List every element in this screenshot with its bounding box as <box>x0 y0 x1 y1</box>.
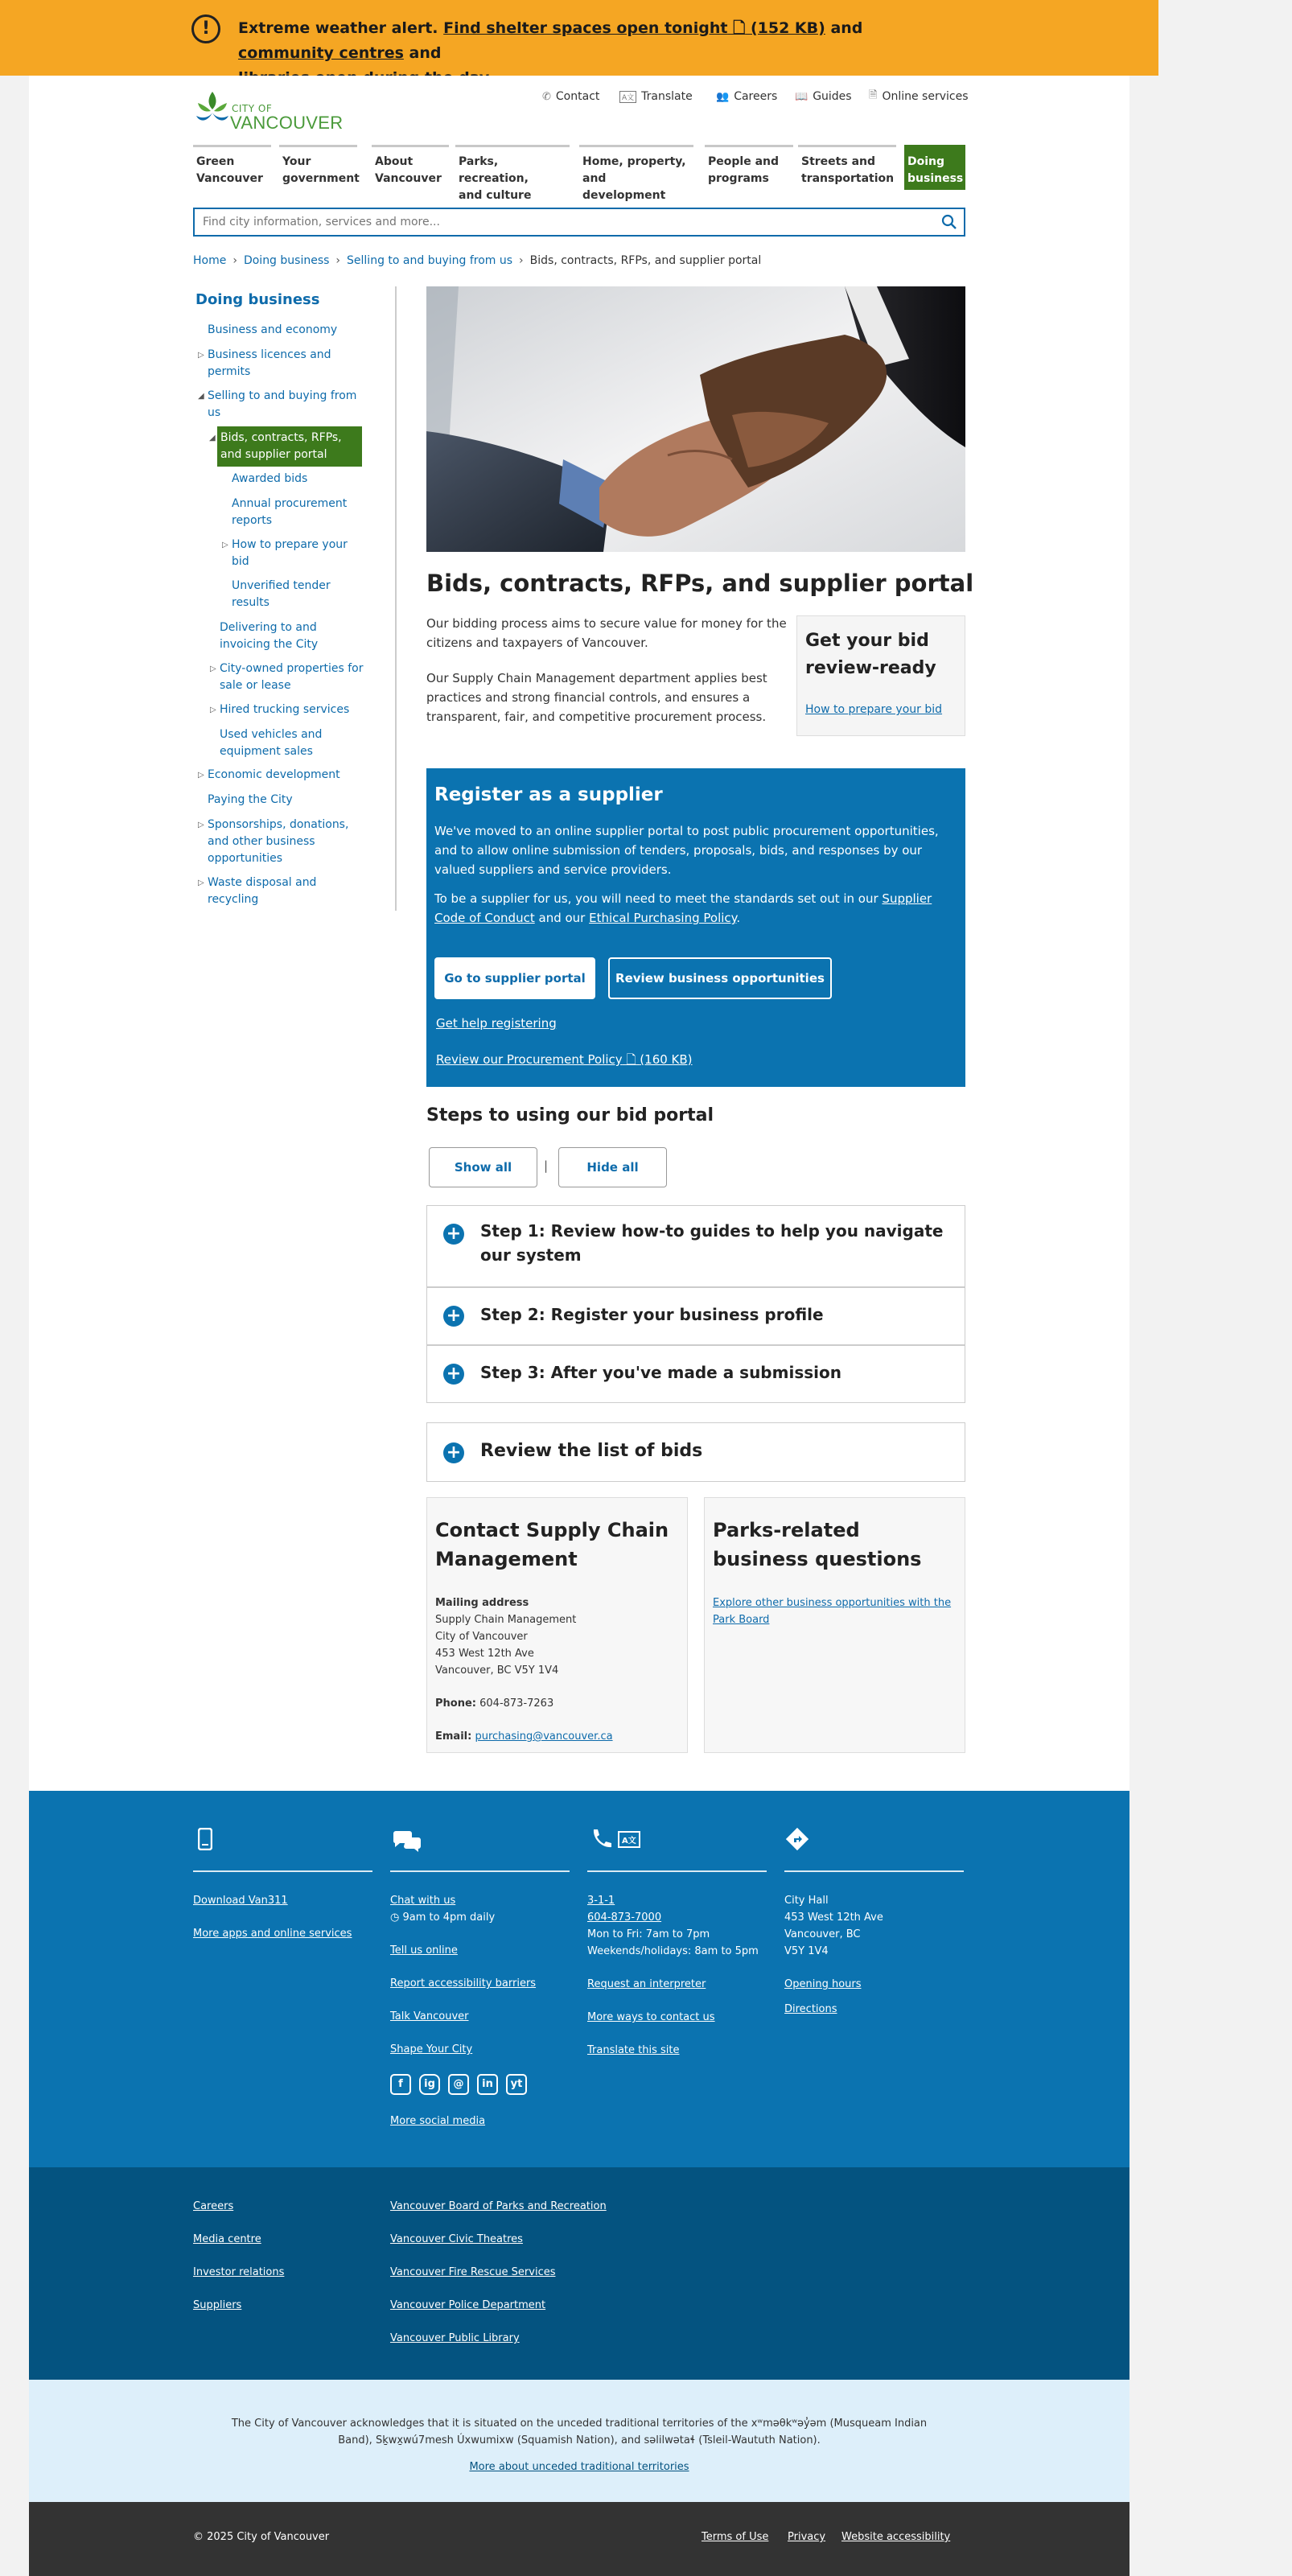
accordion-label: Review the list of bids <box>480 1441 703 1461</box>
acknowledgement-text: The City of Vancouver acknowledges that it is situated on the unceded traditional territories of the xʷməθkʷəy̓əm (Musqueam Indian Band), Sḵwx̱wú7mesh Úxwumixw (Squamish Nation), and səlilwətaɬ (Tsleil-Waututh Nation). <box>231 2418 928 2446</box>
sidebar-item-selling-buying[interactable] <box>198 388 368 422</box>
procurement-policy-size: (160 KB) <box>640 1052 693 1067</box>
footer-phone-icons <box>589 1828 640 1850</box>
police-department-link[interactable]: Vancouver Police Department <box>390 2299 546 2311</box>
phone-number: 604-873-7263 <box>479 1697 554 1710</box>
careers-link[interactable]: Careers <box>193 2200 234 2212</box>
triangle-down-icon[interactable]: ◢ <box>209 434 216 442</box>
utility-online-services[interactable] <box>869 88 969 105</box>
utility-guides-label: Guides <box>813 90 852 103</box>
phone-311-link[interactable]: 3-1-1 <box>587 1895 615 1907</box>
sidebar-item-label: Selling to and buying from us <box>208 389 357 419</box>
business-opportunities-button[interactable]: Review business opportunities <box>608 957 832 999</box>
mailing-address-label: Mailing address <box>435 1597 529 1609</box>
hide-all-button[interactable]: Hide all <box>558 1147 667 1187</box>
sidebar-title[interactable]: Doing business <box>195 291 320 308</box>
nav-label-line2: and culture <box>459 189 532 202</box>
nav-label-line1: Home, property, <box>582 155 686 168</box>
callout-title: Get your bid review-ready <box>805 631 936 678</box>
triangle-right-icon[interactable]: ▷ <box>198 821 204 829</box>
nav-parks-recreation[interactable] <box>455 145 570 202</box>
sidebar-item-label: Paying the City <box>208 793 293 806</box>
land-acknowledgement <box>29 2380 1129 2502</box>
sidebar-item-annual-reports[interactable] <box>232 496 360 529</box>
shelter-link[interactable] <box>443 19 825 37</box>
supplier-portal-button[interactable]: Go to supplier portal <box>434 957 595 999</box>
phone-number-link[interactable]: 604-873-7000 <box>587 1911 662 1924</box>
sidebar-item-label: How to prepare your bid <box>232 538 348 568</box>
procurement-policy-link[interactable] <box>436 1051 693 1072</box>
community-centres-link[interactable]: community centres <box>238 44 404 62</box>
register-p2-end: . <box>736 911 741 925</box>
pdf-icon: 🗋 <box>733 19 746 37</box>
nav-streets-transportation[interactable] <box>798 145 896 190</box>
people-icon: 👥 <box>716 90 730 103</box>
accordion-label: Step 1: Review how-to guides to help you navigate our system <box>480 1221 944 1265</box>
nav-label-line2: Vancouver <box>375 172 442 185</box>
document-icon: 🗎 <box>869 89 878 101</box>
threads-icon[interactable]: @ <box>448 2074 469 2095</box>
sidebar-item-delivering[interactable] <box>220 619 340 653</box>
utility-translate-label: Translate <box>641 90 693 103</box>
footer-bottom <box>29 2502 1129 2576</box>
handshake-image <box>426 286 965 552</box>
help-registering-link[interactable]: Get help registering <box>436 1016 557 1031</box>
triangle-right-icon[interactable]: ▷ <box>198 771 204 780</box>
linkedin-icon[interactable]: in <box>477 2074 498 2095</box>
breadcrumb-home[interactable]: Home <box>193 254 227 267</box>
nav-label-line1: Doing <box>907 155 945 168</box>
accordion-label: Step 2: Register your business profile <box>480 1305 824 1324</box>
site-search <box>193 208 965 237</box>
breadcrumb-doing-business[interactable]: Doing business <box>243 254 330 267</box>
phone-icon <box>589 1828 611 1850</box>
weather-alert-banner <box>0 0 1158 76</box>
utility-contact[interactable] <box>542 88 599 105</box>
city-hall-address: V5Y 1V4 <box>784 1945 829 1957</box>
sidebar-item-sponsorships[interactable] <box>198 817 352 867</box>
email-label: Email: <box>435 1730 472 1743</box>
sidebar-item-label: Used vehicles and equipment sales <box>220 728 323 758</box>
ethical-purchasing-link[interactable]: Ethical Purchasing Policy <box>589 911 737 925</box>
alert-and: and <box>830 19 863 37</box>
accordion-step-2[interactable] <box>426 1287 965 1345</box>
sidebar-item-economic-dev[interactable] <box>198 767 368 784</box>
register-p2-mid: and our <box>538 911 586 925</box>
bid-ready-callout <box>796 615 965 736</box>
more-social-link[interactable]: More social media <box>390 2115 486 2127</box>
sidebar-item-city-properties[interactable] <box>210 660 364 694</box>
more-ways-contact-link[interactable]: More ways to contact us <box>587 2011 715 2023</box>
phone-hours-weekday: Mon to Fri: 7am to 7pm <box>587 1928 710 1940</box>
terms-link[interactable]: Terms of Use <box>702 2531 769 2543</box>
register-paragraph-2 <box>434 889 957 928</box>
nav-people-programs[interactable] <box>705 145 793 190</box>
nav-label-line2: programs <box>708 172 769 185</box>
nav-about-vancouver[interactable] <box>372 145 449 190</box>
accordion-step-3[interactable] <box>426 1345 965 1403</box>
accordion-label: Step 3: After you've made a submission <box>480 1363 841 1382</box>
social-icons <box>390 2074 527 2095</box>
search-input[interactable] <box>195 209 919 235</box>
show-all-button[interactable]: Show all <box>429 1147 537 1187</box>
footer-rule <box>784 1870 964 1872</box>
phone-hours-weekend: Weekends/holidays: 8am to 5pm <box>587 1945 759 1957</box>
request-interpreter-link[interactable]: Request an interpreter <box>587 1978 706 1990</box>
sidebar-item-label: Business licences and permits <box>208 348 331 378</box>
triangle-right-icon[interactable]: ▷ <box>198 351 204 360</box>
supplier-code-link[interactable]: Supplier Code of Conduct <box>434 891 932 925</box>
mobile-phone-icon <box>198 1828 212 1850</box>
sidebar-item-used-vehicles[interactable] <box>220 726 340 760</box>
directions-link[interactable]: Directions <box>784 2003 837 2015</box>
shape-your-city-link[interactable]: Shape Your City <box>390 2043 473 2055</box>
public-library-link[interactable]: Vancouver Public Library <box>390 2332 520 2344</box>
parks-board-link[interactable]: Vancouver Board of Parks and Recreation <box>390 2200 607 2212</box>
register-supplier-panel <box>426 768 965 1087</box>
sidebar-item-label: Bids, contracts, RFPs, and supplier portal <box>220 431 342 461</box>
dogwood-flower-icon <box>193 87 232 127</box>
address-line: 453 West 12th Ave <box>435 1648 534 1660</box>
unceded-territories-link[interactable]: More about unceded traditional territories <box>469 2461 689 2473</box>
nav-label-line1: Parks, recreation, <box>459 155 529 185</box>
copyright: © 2025 City of Vancouver <box>193 2531 330 2543</box>
directions-icon <box>786 1828 809 1850</box>
nav-your-government[interactable] <box>279 145 360 190</box>
sidebar-item-label: Awarded bids <box>232 472 308 485</box>
media-centre-link[interactable]: Media centre <box>193 2233 261 2245</box>
chat-link[interactable]: Chat with us <box>390 1895 456 1907</box>
register-title: Register as a supplier <box>434 784 663 805</box>
city-hall-address: Vancouver, BC <box>784 1928 861 1940</box>
alert-and2: and <box>409 44 442 62</box>
clock-icon: ◷ <box>390 1911 400 1924</box>
utility-translate[interactable] <box>619 88 693 105</box>
chevron-right-icon: › <box>335 254 341 267</box>
handshake-illustration <box>426 286 965 552</box>
chat-hours-label: 9am to 4pm daily <box>402 1911 496 1924</box>
book-icon: 📖 <box>795 90 809 103</box>
triangle-down-icon[interactable]: ◢ <box>198 392 204 401</box>
footer-rule <box>587 1870 767 1872</box>
sidebar-item-licences[interactable] <box>198 347 368 381</box>
breadcrumb <box>193 254 761 267</box>
card-title: Parks-related business questions <box>713 1519 922 1570</box>
search-icon[interactable] <box>941 214 957 230</box>
phone-icon: ✆ <box>542 90 551 103</box>
nav-label-line2: and development <box>582 172 666 202</box>
youtube-icon[interactable]: yt <box>506 2074 527 2095</box>
utility-guides[interactable] <box>795 88 852 105</box>
shelter-link-label: Find shelter spaces open tonight <box>443 19 728 37</box>
accessibility-link[interactable]: Website accessibility <box>841 2531 951 2543</box>
nav-label-line1: Your <box>282 155 311 168</box>
city-hall-address: 453 West 12th Ave <box>784 1911 883 1924</box>
breadcrumb-current: Bids, contracts, RFPs, and supplier portal <box>529 254 762 267</box>
accordion-review-bids[interactable] <box>426 1422 965 1482</box>
logo-city-of: CITY OF <box>232 103 273 114</box>
triangle-right-icon[interactable]: ▷ <box>222 541 228 549</box>
utility-online-services-label: Online services <box>882 90 969 103</box>
nav-home-property[interactable] <box>579 145 693 202</box>
sidebar-item-label: City-owned properties for sale or lease <box>220 662 364 692</box>
nav-label-line1: About <box>375 155 414 168</box>
footer-links <box>29 2167 1129 2380</box>
accordion-step-1[interactable] <box>426 1205 965 1287</box>
chevron-right-icon: › <box>519 254 524 267</box>
talk-vancouver-link[interactable]: Talk Vancouver <box>390 2010 469 2023</box>
contact-supply-chain-card <box>426 1497 688 1753</box>
nav-label-line2: Vancouver <box>196 172 263 185</box>
register-paragraph-1: We've moved to an online supplier portal to post public procurement opportunities, and to allow online submission of tenders, proposals, bids, and responses by our valued suppliers and service providers. <box>434 824 939 877</box>
sidebar-divider <box>395 286 397 911</box>
triangle-right-icon[interactable]: ▷ <box>210 665 216 673</box>
sidebar-item-label: Unverified tender results <box>232 579 331 609</box>
civic-theatres-link[interactable]: Vancouver Civic Theatres <box>390 2233 523 2245</box>
translate-icon: A文 <box>619 91 636 103</box>
register-p2-text: To be a supplier for us, you will need to meet the standards set out in our <box>434 891 878 906</box>
nav-doing-business[interactable] <box>904 145 965 190</box>
instagram-icon[interactable]: ig <box>419 2074 440 2095</box>
plus-circle-icon: + <box>443 1442 464 1463</box>
chat-bubbles-icon <box>392 1828 422 1852</box>
shelter-link-size: (152 KB) <box>750 19 825 37</box>
nav-label-line1: Streets and <box>801 155 876 168</box>
sidebar-item-business-economy[interactable] <box>208 322 368 339</box>
address-line: City of Vancouver <box>435 1631 528 1643</box>
logo-vancouver: VANCOUVER <box>230 113 344 133</box>
sidebar-item-label: Business and economy <box>208 323 338 336</box>
park-board-link[interactable]: Explore other business opportunities with the Park Board <box>713 1597 952 1626</box>
triangle-right-icon[interactable]: ▷ <box>210 706 216 714</box>
city-logo[interactable] <box>193 87 344 133</box>
city-hall-address: City Hall <box>784 1895 829 1907</box>
footer-rule <box>193 1870 372 1872</box>
card-title: Contact Supply Chain Management <box>435 1519 669 1570</box>
sidebar-item-trucking[interactable] <box>210 702 364 718</box>
utility-careers-label: Careers <box>734 90 778 103</box>
tell-us-online-link[interactable]: Tell us online <box>390 1944 458 1957</box>
plus-circle-icon: + <box>443 1306 464 1327</box>
sidebar-item-prepare-bid[interactable] <box>222 537 360 570</box>
footer-contact <box>29 1791 1129 2167</box>
chevron-right-icon: › <box>232 254 237 267</box>
nav-label-line1: Green <box>196 155 235 168</box>
sidebar-item-label: Annual procurement reports <box>232 497 348 527</box>
nav-label-line2: transportation <box>801 172 895 185</box>
parks-business-card <box>704 1497 965 1753</box>
exclamation-circle-icon: ! <box>191 14 220 43</box>
triangle-right-icon[interactable]: ▷ <box>198 879 204 887</box>
footer-rule <box>390 1870 570 1872</box>
address-line: Supply Chain Management <box>435 1614 577 1626</box>
fire-rescue-link[interactable]: Vancouver Fire Rescue Services <box>390 2266 556 2278</box>
page-title: Bids, contracts, RFPs, and supplier portal <box>426 570 974 597</box>
alert-prefix: Extreme weather alert. <box>238 19 438 37</box>
utility-contact-label: Contact <box>555 90 600 103</box>
privacy-link[interactable]: Privacy <box>788 2531 826 2543</box>
sidebar-item-label: Waste disposal and recycling <box>208 876 317 906</box>
investor-relations-link[interactable]: Investor relations <box>193 2266 285 2278</box>
utility-careers[interactable] <box>716 88 777 105</box>
sidebar-item-bids-active[interactable] <box>209 426 362 467</box>
suppliers-link[interactable]: Suppliers <box>193 2299 242 2311</box>
toggle-separator: | <box>544 1158 549 1173</box>
translate-site-link[interactable]: Translate this site <box>587 2044 680 2056</box>
steps-heading: Steps to using our bid portal <box>426 1105 714 1125</box>
sidebar-item-awarded-bids[interactable] <box>232 471 360 488</box>
email-link[interactable]: purchasing@vancouver.ca <box>475 1730 613 1743</box>
sidebar-item-label: Sponsorships, donations, and other business opportunities <box>208 818 349 865</box>
intro-paragraph-2: Our Supply Chain Management department applies best practices and strong financial controls, and ensures a transparent, fair, and competitive procurement process. <box>426 671 767 724</box>
chat-hours <box>390 1909 495 1926</box>
sidebar-item-waste[interactable] <box>198 874 344 908</box>
report-accessibility-link[interactable]: Report accessibility barriers <box>390 1977 537 1990</box>
phone-label: Phone: <box>435 1697 476 1710</box>
nav-label-line1: People and <box>708 155 779 168</box>
breadcrumb-selling-buying[interactable]: Selling to and buying from us <box>347 254 513 267</box>
plus-circle-icon: + <box>443 1364 464 1385</box>
sidebar-item-label: Hired trucking services <box>220 703 350 716</box>
download-van311-link[interactable]: Download Van311 <box>193 1895 288 1907</box>
prepare-bid-link[interactable]: How to prepare your bid <box>805 703 943 716</box>
nav-label-line2: government <box>282 172 360 185</box>
sidebar-item-label: Economic development <box>208 768 340 781</box>
address-line: Vancouver, BC V5Y 1V4 <box>435 1665 559 1677</box>
pdf-icon: 🗋 <box>626 1052 636 1067</box>
sidebar-item-unverified[interactable] <box>232 578 344 611</box>
intro-paragraph-1: Our bidding process aims to secure value for money for the citizens and taxpayers of Vancouver. <box>426 616 787 650</box>
facebook-icon[interactable]: f <box>390 2074 411 2095</box>
sidebar-item-paying[interactable] <box>208 792 368 809</box>
sidebar-item-label: Delivering to and invoicing the City <box>220 621 319 651</box>
more-apps-link[interactable]: More apps and online services <box>193 1928 352 1940</box>
nav-label-line2: business <box>907 172 964 185</box>
procurement-policy-label: Review our Procurement Policy <box>436 1052 623 1067</box>
plus-circle-icon: + <box>443 1224 464 1245</box>
nav-green-vancouver[interactable] <box>193 145 271 190</box>
translate-icon: A文 <box>618 1831 640 1848</box>
opening-hours-link[interactable]: Opening hours <box>784 1978 862 1990</box>
